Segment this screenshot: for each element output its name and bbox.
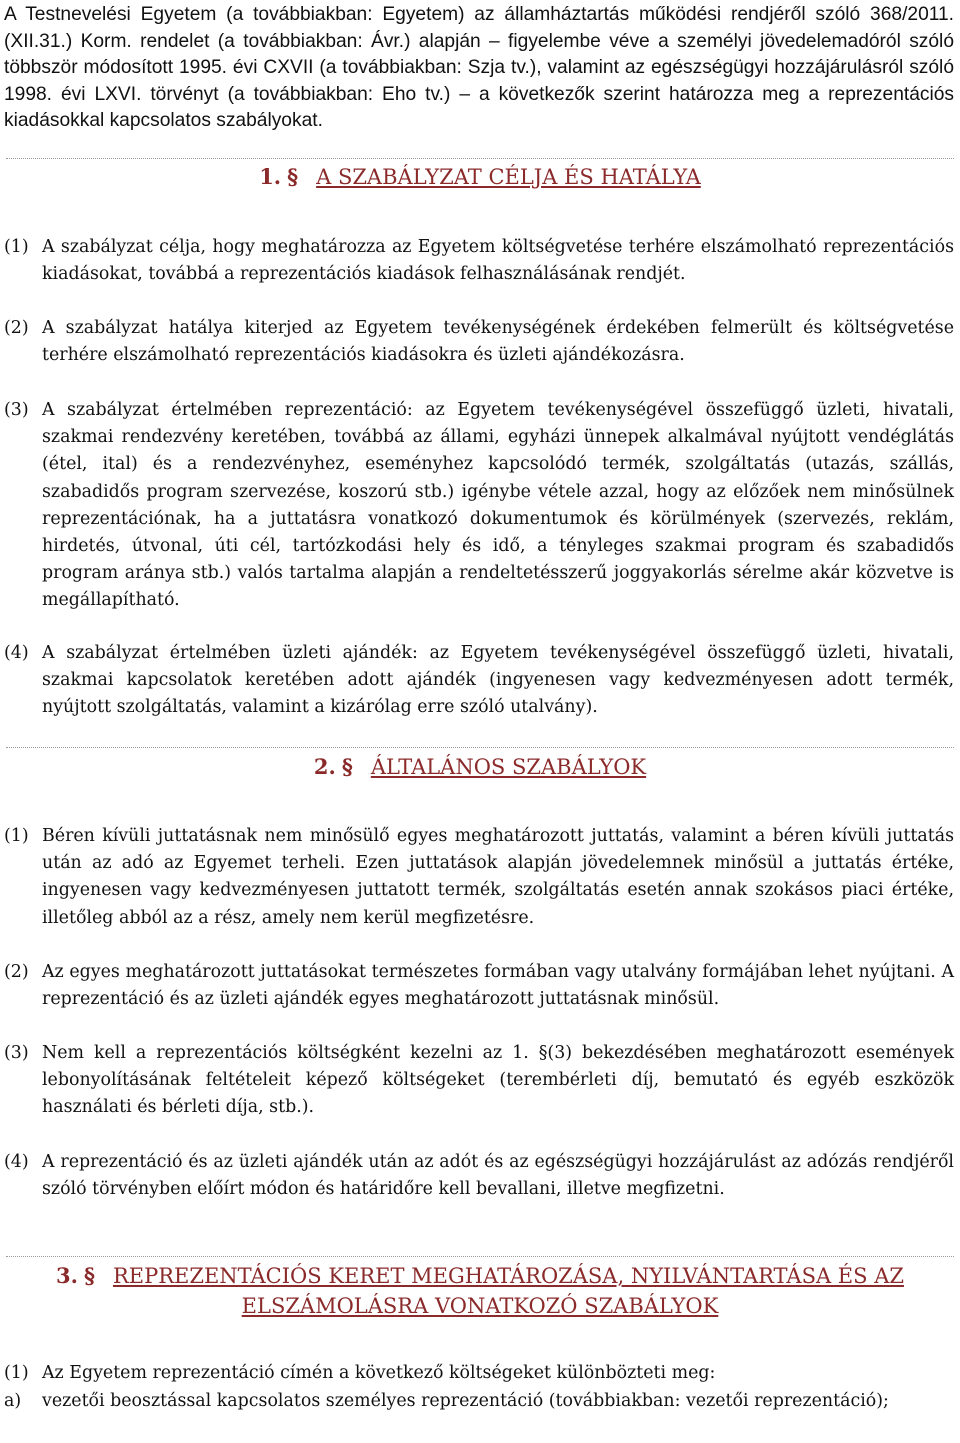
section-sign-icon: § xyxy=(341,754,353,779)
section-number: 2. xyxy=(313,754,336,779)
section-divider xyxy=(6,747,954,748)
paragraph xyxy=(4,397,954,615)
paragraph-text: A szabályzat hatálya kiterjed az Egyetem tevékenységének érdekében felmerült és költségvetése terhére elszámolható reprezentációs kiadásokra és üzleti ajándékozásra. xyxy=(42,318,954,366)
paragraph-text: A szabályzat célja, hogy meghatározza az Egyetem költségvetése terhére elszámolható reprezentációs kiadásokat, továbbá a reprezentációs kiadások felhasználásának rendjét. xyxy=(42,237,954,285)
paragraph-text: A szabályzat értelmében üzleti ajándék: az Egyetem tevékenységével összefüggő üzleti, hivatali, szakmai kapcsolatok keretében adott ajándék (ingyenesen vagy kedvezményesen adott termék, nyújtott szolgáltatás, valamint a kizárólag erre szóló utalvány). xyxy=(42,643,954,718)
section-divider xyxy=(6,158,954,159)
paragraph xyxy=(4,823,954,932)
paragraph-text: Az Egyetem reprezentáció címén a következő költségeket különbözteti meg: xyxy=(42,1363,716,1383)
paragraph xyxy=(4,315,954,369)
section-3-heading xyxy=(0,1261,960,1321)
section-title-line xyxy=(0,1291,960,1321)
intro-paragraph xyxy=(4,2,954,135)
paragraph xyxy=(4,1040,954,1122)
section-title-continued: ELSZÁMOLÁSRA VONATKOZÓ SZABÁLYOK xyxy=(241,1294,719,1318)
paragraph-text: Nem kell a reprezentációs költségként kezelni az 1. §(3) bekezdésében meghatározott események lebonyolításának feltételeit képező költségeket (terembérleti díj, bemutató és egyéb eszközök használati és bérleti díja, stb.). xyxy=(42,1043,954,1118)
paragraph-label: (2) xyxy=(4,318,29,338)
section-1-heading xyxy=(0,162,960,192)
paragraph-label: (1) xyxy=(4,826,29,846)
paragraph-text: A szabályzat értelmében reprezentáció: az Egyetem tevékenységével összefüggő üzleti, hivatali, szakmai rendezvény keretében, továbbá az állami, egyházi ünnepek alkalmával nyújtott vendéglátás (étel, ital) és a rendezvényhez, eseményhez kapcsolódó termék, szolgáltatás (utazás, szállás, szabadidős program szervezése, koszorú stb.) igénybe vétele azzal, hogy az előzőek nem minősülnek reprezentációnak, ha a juttatásra vonatkozó dokumentumok és körülmények (szervezés, reklám, hirdetés, útvonal, úti cél, tartózkodási hely és idő, a tényleges szakmai program és szabadidős program aránya stb.) valós tartalma alapján a rendeltetésszerű joggyakorlás sérelme akár közvetve is megállapítható. xyxy=(42,400,954,611)
paragraph-label: (3) xyxy=(4,400,29,420)
paragraph xyxy=(4,1360,954,1387)
paragraph-label: (4) xyxy=(4,1152,29,1172)
intro-text: A Testnevelési Egyetem (a továbbiakban: Egyetem) az államháztartás működési rendjéről szóló 368/2011. (XII.31.) Korm. rendelet (a továbbiakban: Ávr.) alapján – figyelembe véve a személyi jövedelemadóról szóló többször módosított 1995. évi CXVII (a továbbiakban: Szja tv.), valamint az egészségügyi hozzájárulásról szóló 1998. évi LXVI. törvényt (a továbbiakban: Eho tv.) – a következők szerint határozza meg a reprezentációs kiadásokkal kapcsolatos szabályokat. xyxy=(4,4,954,131)
paragraph xyxy=(4,234,954,288)
paragraph-label: (1) xyxy=(4,237,29,257)
section-title: A SZABÁLYZAT CÉLJA ÉS HATÁLYA xyxy=(316,165,701,189)
section-title-line xyxy=(0,1261,960,1291)
section-title: ÁLTALÁNOS SZABÁLYOK xyxy=(370,755,647,779)
paragraph-text: A reprezentáció és az üzleti ajándék után az adót és az egészségügyi hozzájárulást az adózás rendjéről szóló törvényben előírt módon és határidőre kell bevallani, illetve megfizetni. xyxy=(42,1152,954,1200)
paragraph-label: (3) xyxy=(4,1043,29,1063)
list-item-text: vezetői beosztással kapcsolatos személyes reprezentáció (továbbiakban: vezetői reprezentáció); xyxy=(42,1391,889,1411)
list-item-label: a) xyxy=(4,1391,22,1411)
list-item xyxy=(4,1388,954,1415)
paragraph xyxy=(4,959,954,1013)
section-number: 3. xyxy=(56,1263,78,1288)
paragraph-text: Béren kívüli juttatásnak nem minősülő egyes meghatározott juttatás, valamint a béren kívüli juttatás után az adó az Egyemet terheli. Ezen juttatások alapján jövedelemnek minősül a juttatás értéke, ingyenesen vagy kedvezményesen juttatott termék, szolgáltatás esetén annak szokásos piaci értéke, illetőleg abból az a rész, amely nem kerül megfizetésre. xyxy=(42,826,954,928)
paragraph xyxy=(4,640,954,722)
section-title: REPREZENTÁCIÓS KERET MEGHATÁROZÁSA, NYILVÁNTARTÁSA ÉS AZ xyxy=(112,1264,904,1288)
section-sign-icon: § xyxy=(83,1263,95,1288)
paragraph-text: Az egyes meghatározott juttatásokat természetes formában vagy utalvány formájában lehet nyújtani. A reprezentáció és az üzleti ajándék egyes meghatározott juttatásnak minősül. xyxy=(42,962,954,1010)
paragraph-label: (4) xyxy=(4,643,29,663)
section-sign-icon: § xyxy=(287,164,299,189)
paragraph-label: (1) xyxy=(4,1363,29,1383)
section-number: 1. xyxy=(259,164,282,189)
paragraph xyxy=(4,1149,954,1203)
paragraph-label: (2) xyxy=(4,962,29,982)
section-divider xyxy=(6,1256,954,1257)
section-2-heading xyxy=(0,752,960,782)
